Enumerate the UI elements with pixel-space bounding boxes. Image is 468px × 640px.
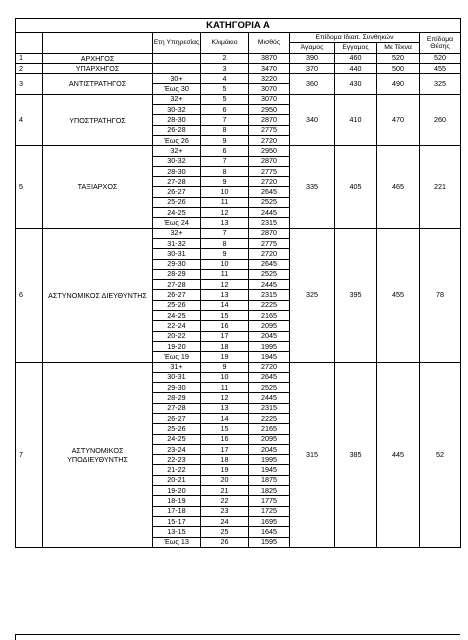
- scale-cell: 24: [201, 516, 249, 526]
- table-body: [16, 53, 461, 547]
- scale-cell: 8: [201, 125, 249, 135]
- salary-cell: 2950: [249, 146, 290, 156]
- salary-cell: 2720: [249, 135, 290, 145]
- years-cell: [153, 53, 201, 63]
- scale-cell: 9: [201, 177, 249, 187]
- years-cell: 28-29: [153, 269, 201, 279]
- salary-cell: 2870: [249, 228, 290, 238]
- unmarried-allowance: 315: [290, 362, 335, 547]
- salary-cell: 2775: [249, 166, 290, 176]
- married-allowance: 460: [335, 53, 377, 63]
- scale-cell: 6: [201, 146, 249, 156]
- scale-cell: 18: [201, 341, 249, 351]
- scale-cell: 16: [201, 321, 249, 331]
- scale-cell: 15: [201, 424, 249, 434]
- scale-cell: 16: [201, 434, 249, 444]
- married-allowance: 395: [335, 228, 377, 362]
- years-cell: 26-27: [153, 413, 201, 423]
- position-allowance: 221: [420, 146, 461, 228]
- salary-cell: 2315: [249, 403, 290, 413]
- scale-cell: 12: [201, 280, 249, 290]
- years-cell: 15-17: [153, 516, 201, 526]
- scale-cell: 7: [201, 115, 249, 125]
- salary-sheet: [15, 18, 461, 548]
- header-years: Ετη Υπηρεσίας: [153, 33, 201, 54]
- years-cell: 22-23: [153, 455, 201, 465]
- salary-cell: 1875: [249, 475, 290, 485]
- salary-cell: 2445: [249, 280, 290, 290]
- years-cell: 29-30: [153, 383, 201, 393]
- scale-cell: 3: [201, 63, 249, 73]
- salary-cell: 2870: [249, 156, 290, 166]
- scale-cell: 5: [201, 84, 249, 94]
- years-cell: Έως 30: [153, 84, 201, 94]
- years-cell: 30+: [153, 74, 201, 84]
- scale-cell: 14: [201, 413, 249, 423]
- scale-cell: 7: [201, 156, 249, 166]
- rank-name: ΥΠΟΣΤΡΑΤΗΓΟΣ: [43, 94, 153, 145]
- scale-cell: 25: [201, 527, 249, 537]
- scale-cell: 12: [201, 208, 249, 218]
- years-cell: 30-31: [153, 249, 201, 259]
- years-cell: 27-28: [153, 177, 201, 187]
- salary-cell: 2525: [249, 197, 290, 207]
- header-num: [16, 33, 43, 54]
- scale-cell: 23: [201, 506, 249, 516]
- married-allowance: 385: [335, 362, 377, 547]
- salary-cell: 2165: [249, 424, 290, 434]
- scale-cell: 13: [201, 403, 249, 413]
- years-cell: 18-19: [153, 496, 201, 506]
- years-cell: 19-20: [153, 486, 201, 496]
- years-cell: 13-15: [153, 527, 201, 537]
- scale-cell: 5: [201, 94, 249, 104]
- table-row: [16, 74, 461, 84]
- scale-cell: 10: [201, 187, 249, 197]
- years-cell: 26-28: [153, 125, 201, 135]
- years-cell: 30-31: [153, 372, 201, 382]
- years-cell: Έως 26: [153, 135, 201, 145]
- salary-cell: 1645: [249, 527, 290, 537]
- years-cell: 28-30: [153, 166, 201, 176]
- rank-number: 4: [16, 94, 43, 145]
- years-cell: 26-27: [153, 290, 201, 300]
- salary-cell: 1695: [249, 516, 290, 526]
- years-cell: 19-20: [153, 341, 201, 351]
- rank-number: 5: [16, 146, 43, 228]
- salary-cell: 1725: [249, 506, 290, 516]
- years-cell: 25-26: [153, 300, 201, 310]
- salary-cell: 1995: [249, 455, 290, 465]
- scale-cell: 14: [201, 300, 249, 310]
- scale-cell: 20: [201, 475, 249, 485]
- bottom-border: [15, 634, 460, 635]
- years-cell: [153, 63, 201, 73]
- rank-name: ΑΡΧΗΓΟΣ: [43, 53, 153, 63]
- children-allowance: 465: [377, 146, 420, 228]
- scale-cell: 2: [201, 53, 249, 63]
- scale-cell: 9: [201, 362, 249, 372]
- married-allowance: 430: [335, 74, 377, 95]
- salary-cell: 2870: [249, 115, 290, 125]
- scale-cell: 13: [201, 218, 249, 228]
- salary-cell: 2720: [249, 362, 290, 372]
- salary-cell: 1945: [249, 352, 290, 362]
- years-cell: Έως 19: [153, 352, 201, 362]
- table-title: ΚΑΤΗΓΟΡΙΑ Α: [16, 19, 461, 33]
- unmarried-allowance: 360: [290, 74, 335, 95]
- scale-cell: 17: [201, 444, 249, 454]
- children-allowance: 490: [377, 74, 420, 95]
- scale-cell: 8: [201, 166, 249, 176]
- years-cell: 25-26: [153, 197, 201, 207]
- years-cell: 21-22: [153, 465, 201, 475]
- years-cell: 27-28: [153, 280, 201, 290]
- salary-cell: 2950: [249, 105, 290, 115]
- scale-cell: 22: [201, 496, 249, 506]
- salary-cell: 3070: [249, 84, 290, 94]
- scale-cell: 11: [201, 269, 249, 279]
- scale-cell: 15: [201, 311, 249, 321]
- scale-cell: 11: [201, 197, 249, 207]
- scale-cell: 7: [201, 228, 249, 238]
- years-cell: 32+: [153, 146, 201, 156]
- salary-cell: 1945: [249, 465, 290, 475]
- scale-cell: 10: [201, 259, 249, 269]
- scale-cell: 26: [201, 537, 249, 547]
- header-scale: Κλιμάκιο: [201, 33, 249, 54]
- rank-name: ΥΠΑΡΧΗΓΟΣ: [43, 63, 153, 73]
- position-allowance: 455: [420, 63, 461, 73]
- salary-cell: 2445: [249, 393, 290, 403]
- rank-name: ΑΣΤΥΝΟΜΙΚΟΣ ΥΠΟΔΙΕΥΘΥΝΤΗΣ: [43, 362, 153, 547]
- header-with-children: Με Τέκνα: [377, 43, 420, 53]
- years-cell: 28-30: [153, 115, 201, 125]
- scale-cell: 18: [201, 455, 249, 465]
- header-allowance-group: Επίδομα Ιδιαιτ. Συνθηκών: [290, 33, 420, 43]
- position-allowance: 325: [420, 74, 461, 95]
- scale-cell: 6: [201, 105, 249, 115]
- years-cell: 22-24: [153, 321, 201, 331]
- table-row: [16, 94, 461, 104]
- salary-cell: 2645: [249, 259, 290, 269]
- scale-cell: 9: [201, 135, 249, 145]
- years-cell: 20-21: [153, 475, 201, 485]
- scale-cell: 9: [201, 249, 249, 259]
- salary-cell: 3470: [249, 63, 290, 73]
- years-cell: 24-25: [153, 311, 201, 321]
- children-allowance: 445: [377, 362, 420, 547]
- salary-cell: 3870: [249, 53, 290, 63]
- salary-cell: 1595: [249, 537, 290, 547]
- unmarried-allowance: 370: [290, 63, 335, 73]
- rank-name: ΑΝΤΙΣΤΡΑΤΗΓΟΣ: [43, 74, 153, 95]
- scale-cell: 8: [201, 238, 249, 248]
- salary-cell: 2095: [249, 321, 290, 331]
- years-cell: 28-29: [153, 393, 201, 403]
- salary-cell: 2645: [249, 372, 290, 382]
- children-allowance: 470: [377, 94, 420, 145]
- salary-cell: 2775: [249, 238, 290, 248]
- years-cell: 20-22: [153, 331, 201, 341]
- header-married: Εγγαμος: [335, 43, 377, 53]
- salary-cell: 2445: [249, 208, 290, 218]
- scale-cell: 12: [201, 393, 249, 403]
- salary-cell: 1775: [249, 496, 290, 506]
- years-cell: Έως 13: [153, 537, 201, 547]
- unmarried-allowance: 390: [290, 53, 335, 63]
- years-cell: 30-32: [153, 105, 201, 115]
- years-cell: 24-25: [153, 208, 201, 218]
- salary-cell: 2525: [249, 269, 290, 279]
- children-allowance: 455: [377, 228, 420, 362]
- rank-number: 2: [16, 63, 43, 73]
- scale-cell: 11: [201, 383, 249, 393]
- children-allowance: 500: [377, 63, 420, 73]
- salary-cell: 2165: [249, 311, 290, 321]
- salary-cell: 2720: [249, 249, 290, 259]
- salary-cell: 1995: [249, 341, 290, 351]
- header-salary: Μισθός: [249, 33, 290, 54]
- unmarried-allowance: 325: [290, 228, 335, 362]
- married-allowance: 405: [335, 146, 377, 228]
- years-cell: 32+: [153, 228, 201, 238]
- position-allowance: 78: [420, 228, 461, 362]
- salary-table: [15, 18, 461, 548]
- salary-cell: 2045: [249, 444, 290, 454]
- rank-number: 1: [16, 53, 43, 63]
- table-row: [16, 63, 461, 73]
- salary-cell: 2315: [249, 290, 290, 300]
- rank-name: ΤΑΞΙΑΡΧΟΣ: [43, 146, 153, 228]
- scale-cell: 21: [201, 486, 249, 496]
- salary-cell: 1825: [249, 486, 290, 496]
- salary-cell: 2775: [249, 125, 290, 135]
- years-cell: 27-28: [153, 403, 201, 413]
- unmarried-allowance: 335: [290, 146, 335, 228]
- salary-cell: 2720: [249, 177, 290, 187]
- rank-name: ΑΣΤΥΝΟΜΙΚΟΣ ΔΙΕΥΘΥΝΤΗΣ: [43, 228, 153, 362]
- years-cell: 32+: [153, 94, 201, 104]
- header-unmarried: Άγαμος: [290, 43, 335, 53]
- salary-cell: 2315: [249, 218, 290, 228]
- salary-cell: 3070: [249, 94, 290, 104]
- scale-cell: 17: [201, 331, 249, 341]
- years-cell: 29-30: [153, 259, 201, 269]
- years-cell: 30-32: [153, 156, 201, 166]
- years-cell: 17-18: [153, 506, 201, 516]
- rank-number: 7: [16, 362, 43, 547]
- rank-number: 6: [16, 228, 43, 362]
- scale-cell: 13: [201, 290, 249, 300]
- scale-cell: 10: [201, 372, 249, 382]
- years-cell: 25-26: [153, 424, 201, 434]
- years-cell: 31+: [153, 362, 201, 372]
- position-allowance: 52: [420, 362, 461, 547]
- salary-cell: 2225: [249, 413, 290, 423]
- salary-cell: 2225: [249, 300, 290, 310]
- salary-cell: 2095: [249, 434, 290, 444]
- married-allowance: 440: [335, 63, 377, 73]
- unmarried-allowance: 340: [290, 94, 335, 145]
- scale-cell: 19: [201, 465, 249, 475]
- left-border-tail: [15, 634, 16, 640]
- position-allowance: 260: [420, 94, 461, 145]
- table-row: [16, 146, 461, 156]
- years-cell: 31-32: [153, 238, 201, 248]
- table-row: [16, 362, 461, 372]
- table-row: [16, 228, 461, 238]
- rank-number: 3: [16, 74, 43, 95]
- header-rank: [43, 33, 153, 54]
- salary-cell: 2525: [249, 383, 290, 393]
- salary-cell: 3220: [249, 74, 290, 84]
- years-cell: Έως 24: [153, 218, 201, 228]
- children-allowance: 520: [377, 53, 420, 63]
- table-row: [16, 53, 461, 63]
- position-allowance: 520: [420, 53, 461, 63]
- years-cell: 23-24: [153, 444, 201, 454]
- years-cell: 26-27: [153, 187, 201, 197]
- scale-cell: 19: [201, 352, 249, 362]
- salary-cell: 2045: [249, 331, 290, 341]
- years-cell: 24-25: [153, 434, 201, 444]
- header-position-allowance: Επίδομα Θέσης: [420, 33, 461, 54]
- salary-cell: 2645: [249, 187, 290, 197]
- scale-cell: 4: [201, 74, 249, 84]
- married-allowance: 410: [335, 94, 377, 145]
